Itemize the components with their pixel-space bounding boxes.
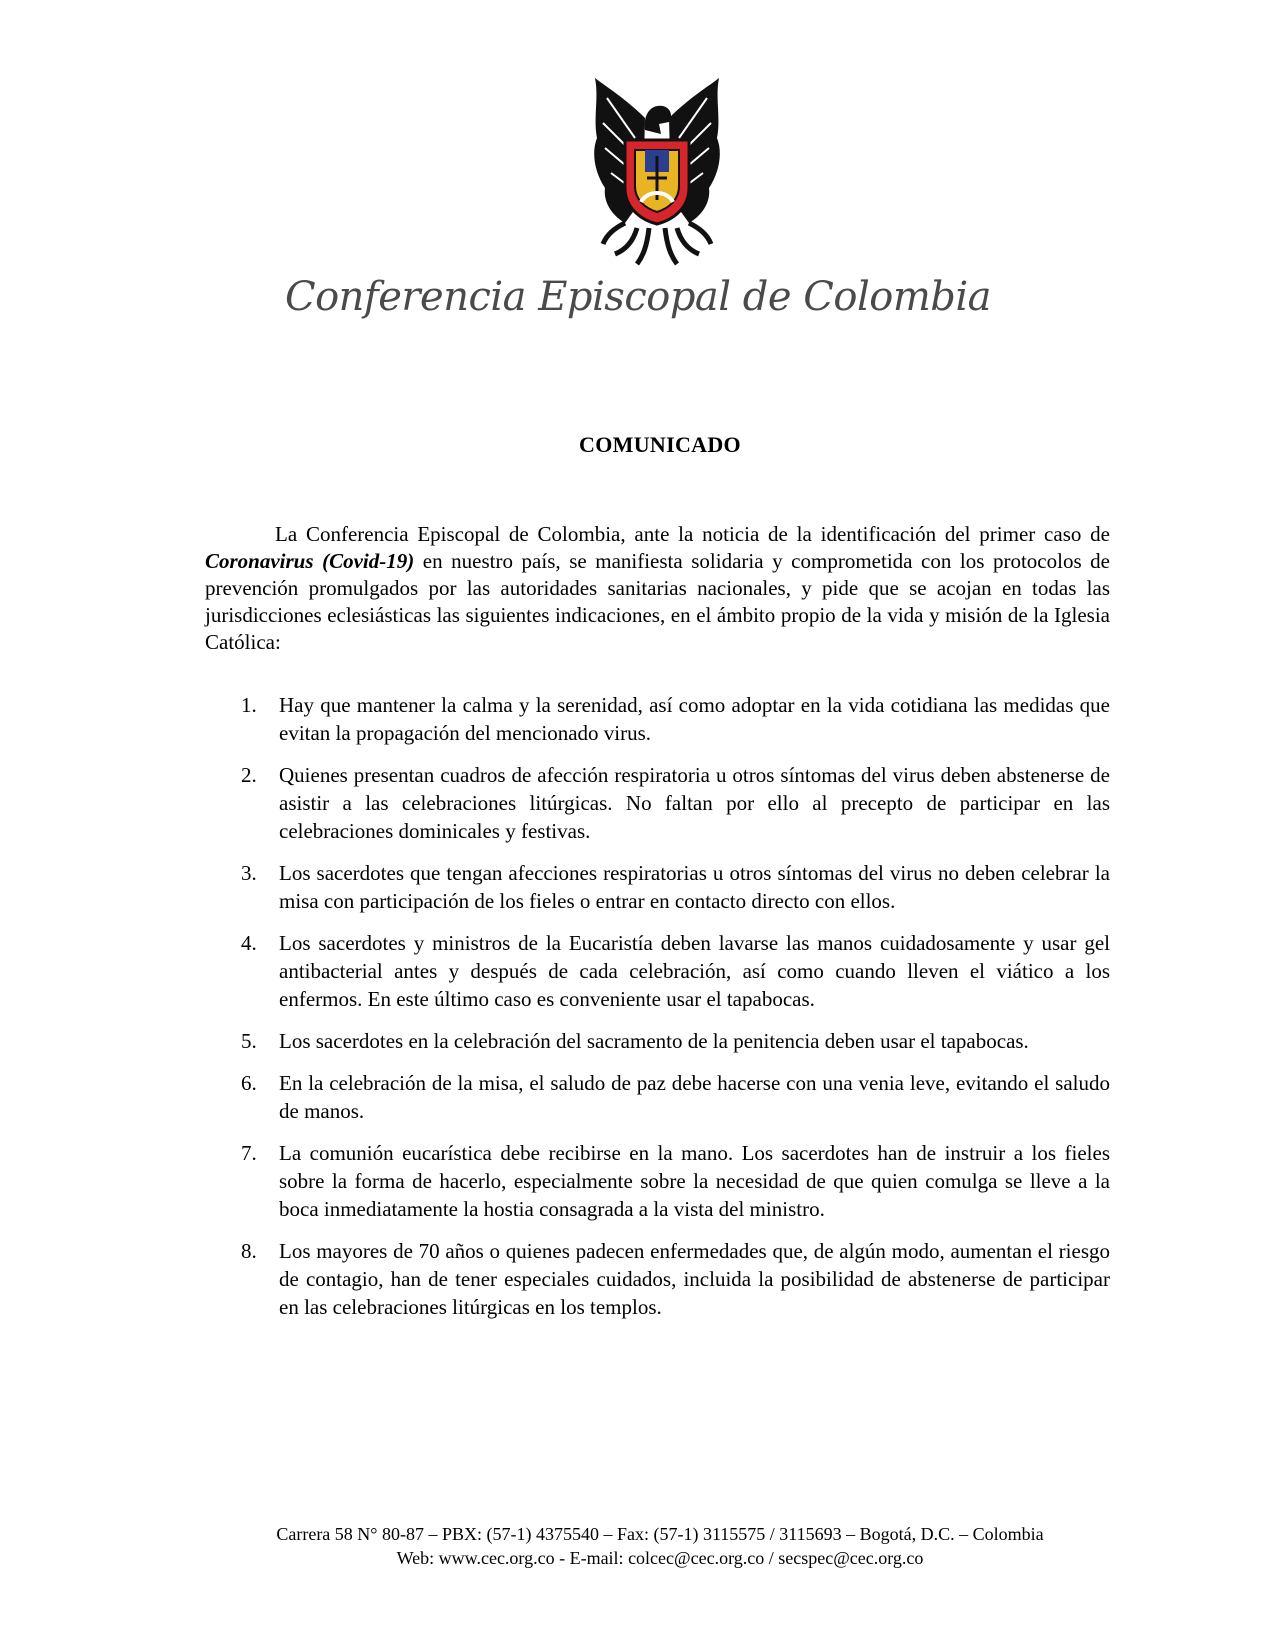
- letterhead: [0, 78, 1276, 348]
- item-number: 7.: [241, 1141, 257, 1165]
- item-number: 8.: [241, 1239, 257, 1263]
- intro-paragraph: [205, 521, 1110, 656]
- item-text: Hay que mantener la calma y la serenidad, así como adoptar en la vida cotidiana las medidas que evitan la propagación del mencionado virus.: [279, 693, 1110, 745]
- footer: [0, 1522, 1276, 1570]
- organization-name: Conferencia Episcopal de Colombia: [284, 274, 992, 320]
- list-item: [205, 1237, 1110, 1321]
- item-number: 6.: [241, 1071, 257, 1095]
- item-text: Quienes presentan cuadros de afección respiratoria u otros síntomas del virus deben abstenerse de asistir a las celebraciones litúrgicas. No faltan por ello al precepto de participar en las celebraciones dominicales y festivas.: [279, 763, 1110, 843]
- item-text: Los sacerdotes y ministros de la Eucaristía deben lavarse las manos cuidadosamente y usar gel antibacterial antes y después de cada celebración, así como cuando lleven el viático a los enfermos. En este último caso es conveniente usar el tapabocas.: [279, 931, 1110, 1011]
- list-item: [205, 1027, 1110, 1055]
- list-item: [205, 761, 1110, 845]
- footer-address: Carrera 58 N° 80-87 – PBX: (57-1) 4375540 – Fax: (57-1) 3115575 / 3115693 – Bogotá, D.C. – Colombia: [276, 1524, 1044, 1544]
- intro-text-before: La Conferencia Episcopal de Colombia, ante la noticia de la identificación del primer caso de: [275, 522, 1110, 546]
- page-title: COMUNICADO: [579, 432, 741, 457]
- item-number: 1.: [241, 693, 257, 717]
- item-text: En la celebración de la misa, el saludo de paz debe hacerse con una venia leve, evitando el saludo de manos.: [279, 1071, 1110, 1123]
- list-item: [205, 1139, 1110, 1223]
- item-text: Los mayores de 70 años o quienes padecen enfermedades que, de algún modo, aumentan el riesgo de contagio, han de tener especiales cuidados, incluida la posibilidad de abstenerse de participar en las celebraciones litúrgicas en los templos.: [279, 1239, 1110, 1319]
- item-number: 2.: [241, 763, 257, 787]
- list-item: [205, 859, 1110, 915]
- list-item: [205, 929, 1110, 1013]
- item-text: Los sacerdotes en la celebración del sacramento de la penitencia deben usar el tapabocas.: [279, 1029, 1029, 1053]
- indications-list: [205, 691, 1110, 1335]
- list-item: [205, 691, 1110, 747]
- intro-emphasis: Coronavirus (Covid-19): [205, 549, 415, 573]
- intro-text-after: en nuestro país, se manifiesta solidaria y comprometida con los protocolos de prevención promulgados por las autoridades sanitarias nacionales, y pide que se acojan en todas las jurisdicciones eclesiásticas las siguientes indicaciones, en el ámbito propio de la vida y misión de la Iglesia Católica:: [205, 549, 1110, 654]
- item-number: 5.: [241, 1029, 257, 1053]
- eagle-coat-of-arms-icon: [585, 78, 729, 268]
- item-number: 4.: [241, 931, 257, 955]
- item-text: La comunión eucarística debe recibirse en la mano. Los sacerdotes han de instruir a los fieles sobre la forma de hacerlo, especialmente sobre la necesidad de que quien comulga se lleve a la boca inmediatamente la hostia consagrada a la vista del ministro.: [279, 1141, 1110, 1221]
- footer-contact: Web: www.cec.org.co - E-mail: colcec@cec.org.co / secspec@cec.org.co: [396, 1548, 924, 1568]
- list-item: [205, 1069, 1110, 1125]
- item-number: 3.: [241, 861, 257, 885]
- item-text: Los sacerdotes que tengan afecciones respiratorias u otros síntomas del virus no deben celebrar la misa con participación de los fieles o entrar en contacto directo con ellos.: [279, 861, 1110, 913]
